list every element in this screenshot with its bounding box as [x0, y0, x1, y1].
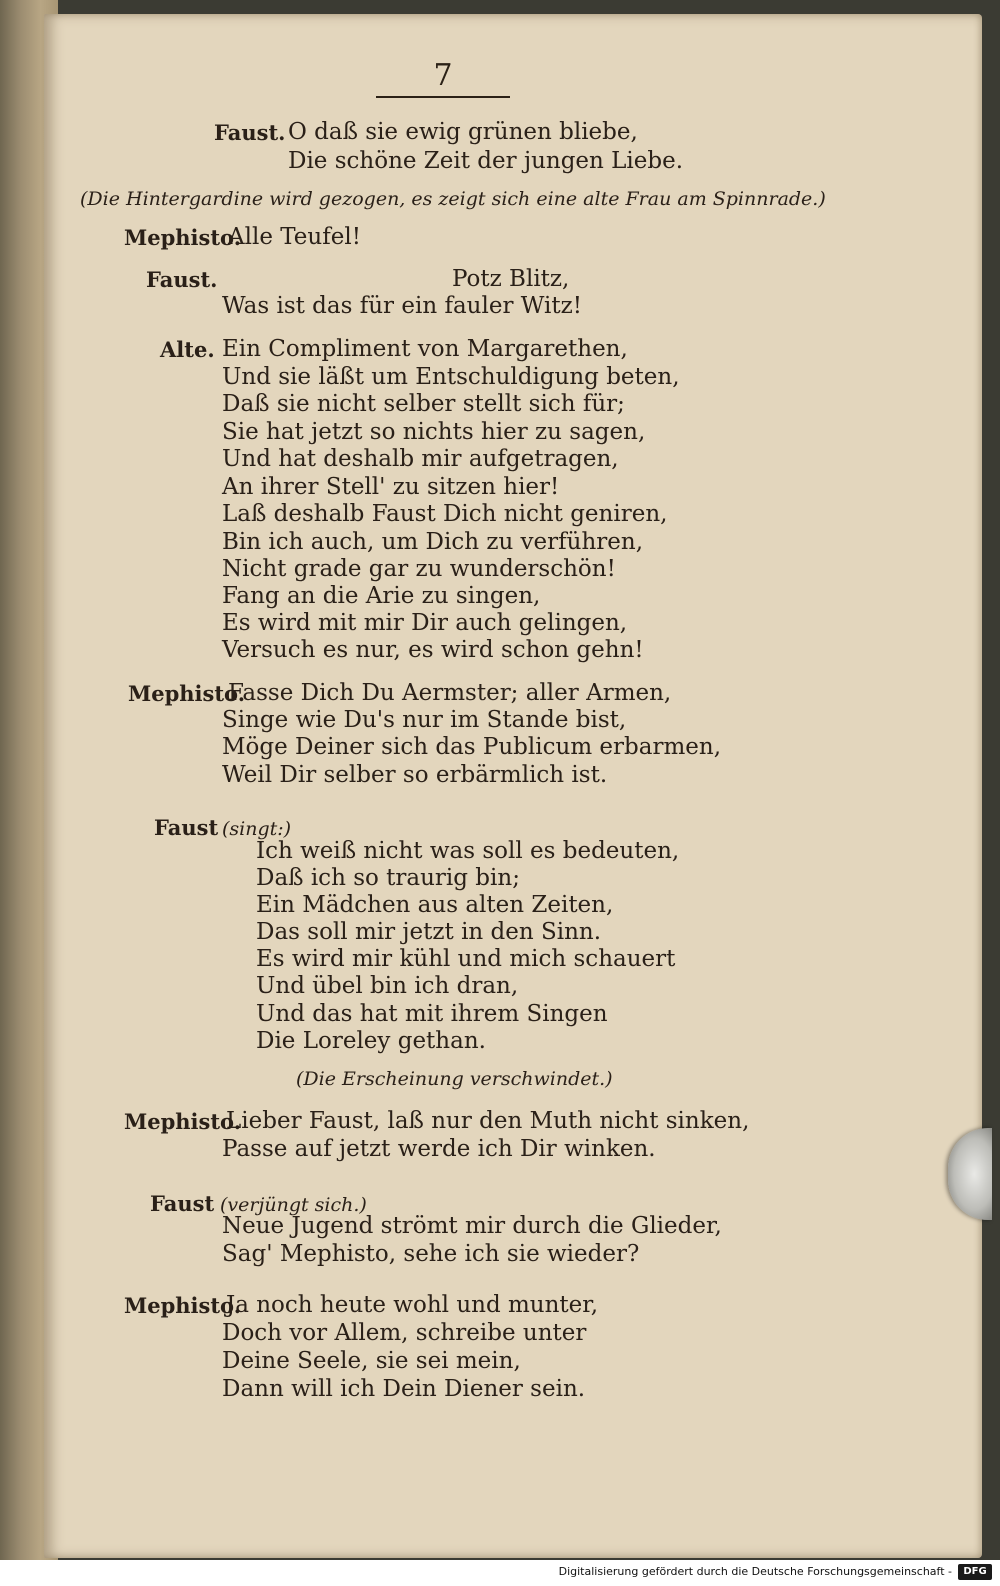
verse-line: Und hat deshalb mir aufgetragen,	[222, 446, 619, 472]
verse-line: Alle Teufel!	[228, 224, 361, 250]
verse-line: Passe auf jetzt werde ich Dir winken.	[222, 1136, 656, 1162]
verse-line: Es wird mit mir Dir auch gelingen,	[222, 610, 628, 636]
verse-line: Fang an die Arie zu singen,	[222, 583, 541, 609]
verse-line: An ihrer Stell' zu sitzen hier!	[222, 474, 560, 500]
speaker-label: Faust.	[214, 120, 286, 145]
speaker-label: Faust	[150, 1191, 215, 1216]
verse-line: Bin ich auch, um Dich zu verführen,	[222, 529, 644, 555]
stage-direction: (Die Hintergardine wird gezogen, es zeigt sich eine alte Frau am Spinnrade.)	[80, 188, 826, 210]
verse-line: Ein Compliment von Margarethen,	[222, 336, 628, 362]
verse-line: Singe wie Du's nur im Stande bist,	[222, 707, 627, 733]
verse-line: Sag' Mephisto, sehe ich sie wieder?	[222, 1241, 640, 1267]
footer-credit: Digitalisierung gefördert durch die Deutsche Forschungsgemeinschaft -	[558, 1565, 952, 1578]
verse-line: Die Loreley gethan.	[256, 1028, 486, 1054]
dfg-logo: DFG	[958, 1564, 992, 1580]
footer-bar	[0, 1560, 1000, 1586]
speaker-direction: (verjüngt sich.)	[220, 1194, 367, 1216]
verse-line: Die schöne Zeit der jungen Liebe.	[288, 148, 684, 174]
verse-line: Ich weiß nicht was soll es bedeuten,	[256, 838, 680, 864]
verse-line: Doch vor Allem, schreibe unter	[222, 1320, 587, 1346]
page-number-rule	[376, 96, 510, 98]
speaker-label: Mephisto.	[128, 681, 246, 706]
speaker-label: Mephisto.	[124, 1293, 242, 1318]
verse-line: Dann will ich Dein Diener sein.	[222, 1376, 586, 1402]
verse-line: Versuch es nur, es wird schon gehn!	[222, 637, 644, 663]
speaker-label: Faust.	[146, 267, 218, 292]
verse-line: Das soll mir jetzt in den Sinn.	[256, 919, 602, 945]
verse-line: Sie hat jetzt so nichts hier zu sagen,	[222, 419, 646, 445]
verse-line: Daß ich so traurig bin;	[256, 865, 520, 891]
verse-line: Laß deshalb Faust Dich nicht geniren,	[222, 501, 668, 527]
verse-line: Weil Dir selber so erbärmlich ist.	[222, 762, 608, 788]
page-number: 7	[433, 58, 453, 93]
speaker-label: Alte.	[160, 337, 215, 362]
verse-line: O daß sie ewig grünen bliebe,	[288, 119, 638, 145]
verse-line: Möge Deiner sich das Publicum erbarmen,	[222, 734, 722, 760]
verse-line: Neue Jugend strömt mir durch die Glieder,	[222, 1213, 722, 1239]
verse-line: Nicht grade gar zu wunderschön!	[222, 556, 616, 582]
speaker-label: Mephisto.	[124, 1109, 242, 1134]
verse-line: Lieber Faust, laß nur den Muth nicht sinken,	[226, 1108, 750, 1134]
verse-line: Und sie läßt um Entschuldigung beten,	[222, 364, 680, 390]
verse-line: Fasse Dich Du Aermster; aller Armen,	[228, 680, 672, 706]
speaker-label: Mephisto.	[124, 225, 242, 250]
verse-line: Daß sie nicht selber stellt sich für;	[222, 391, 625, 417]
speaker-label: Faust	[154, 815, 219, 840]
verse-line: Deine Seele, sie sei mein,	[222, 1348, 521, 1374]
verse-line: Und das hat mit ihrem Singen	[256, 1001, 608, 1027]
verse-line: Und übel bin ich dran,	[256, 973, 519, 999]
verse-line: Es wird mir kühl und mich schauert	[256, 946, 676, 972]
verse-line: Ein Mädchen aus alten Zeiten,	[256, 892, 614, 918]
verse-line: Ja noch heute wohl und munter,	[226, 1292, 599, 1318]
speaker-direction: (singt:)	[222, 818, 292, 840]
stage-direction: (Die Erscheinung verschwindet.)	[296, 1068, 613, 1090]
verse-line: Was ist das für ein fauler Witz!	[222, 293, 582, 319]
verse-line: Potz Blitz,	[452, 266, 570, 292]
